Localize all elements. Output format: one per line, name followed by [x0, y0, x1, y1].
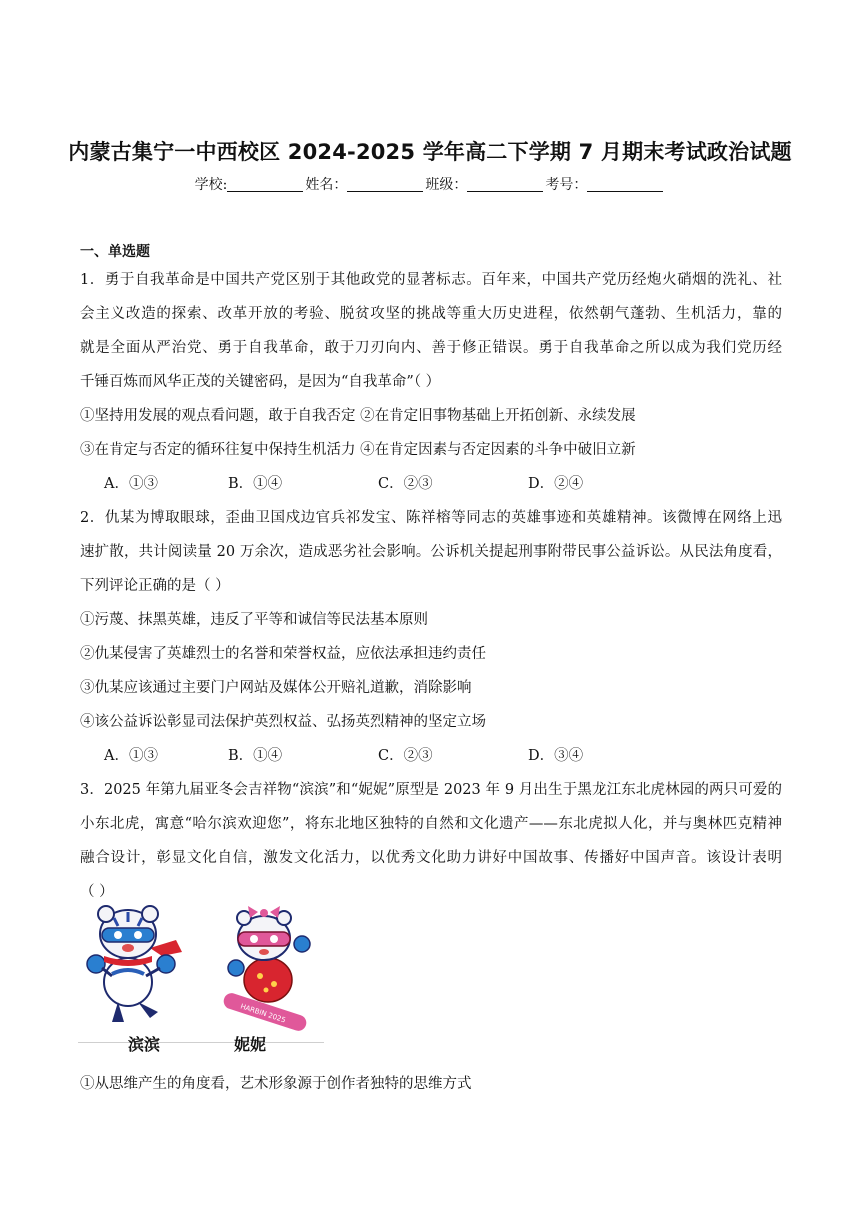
q1-line: 就是全面从严治党、勇于自我革命，敢于刀刃向内、善于修正错误。勇于自我革命之所以成为我们党历经: [80, 340, 782, 356]
q1-statement: ①坚持用发展的观点看问题，敢于自我否定 ②在肯定旧事物基础上开拓创新、永续发展: [80, 408, 636, 424]
binbin-mascot-image: [78, 904, 188, 1030]
q2-statement: ②仇某侵害了英雄烈士的名誉和荣誉权益，应依法承担违约责任: [80, 646, 486, 662]
q3-line: 融合设计，彰显文化自信，激发文化活力，以优秀文化助力讲好中国故事、传播好中国声音。该设计表明: [80, 850, 782, 866]
q2-statement: ③仇某应该通过主要门户网站及媒体公开赔礼道歉，消除影响: [80, 680, 472, 696]
q2-line: 下列评论正确的是（ ）: [80, 578, 230, 594]
name-label: 姓名：: [305, 177, 348, 193]
q2-line: 2．仇某为博取眼球，歪曲卫国戍边官兵祁发宝、陈祥榕等同志的英雄事迹和英雄精神。该微博在网络上迅: [80, 510, 782, 526]
q2-option-a[interactable]: A．①③: [104, 748, 158, 764]
exam-no-label: 考号：: [545, 177, 588, 193]
q1-statement: ③在肯定与否定的循环往复中保持生机活力 ④在肯定因素与否定因素的斗争中破旧立新: [80, 442, 636, 458]
q1-option-d[interactable]: D．②④: [528, 476, 584, 492]
snowboard-text: HARBIN 2025: [239, 1002, 287, 1025]
q1-line: 1．勇于自我革命是中国共产党区别于其他政党的显著标志。百年来，中国共产党历经炮火硝烟的洗礼、社: [80, 272, 782, 288]
binbin-label: 滨滨: [128, 1035, 161, 1054]
name-blank[interactable]: [347, 177, 423, 192]
q2-statement: ①污蔑、抹黑英雄，违反了平等和诚信等民法基本原则: [80, 612, 428, 628]
q1-line: 会主义改造的探索、改革开放的考验、脱贫攻坚的挑战等重大历史进程，依然朝气蓬勃、生机活力，靠的: [80, 306, 782, 322]
q1-option-b[interactable]: B．①④: [228, 476, 283, 492]
q2-option-b[interactable]: B．①④: [228, 748, 283, 764]
q2-option-c[interactable]: C．②③: [378, 748, 433, 764]
nini-label: 妮妮: [234, 1035, 267, 1054]
q2-option-d[interactable]: D．③④: [528, 748, 584, 764]
q3-line: （ ）: [80, 884, 114, 900]
q1-option-c[interactable]: C．②③: [378, 476, 433, 492]
student-info-line: [0, 174, 860, 194]
q1-option-a[interactable]: A．①③: [104, 476, 158, 492]
section-heading: 一、单选题: [80, 244, 150, 260]
exam-no-blank[interactable]: [587, 177, 663, 192]
exam-title: 内蒙古集宁一中西校区 2024-2025 学年高二下学期 7 月期末考试政治试题: [68, 140, 792, 164]
mascot-figure: [78, 904, 326, 1054]
q2-line: 速扩散，共计阅读量 20 万余次，造成恶劣社会影响。公诉机关提起刑事附带民事公益诉讼。从民法角度看，: [80, 544, 782, 560]
q2-statement: ④该公益诉讼彰显司法保护英烈权益、弘扬英烈精神的坚定立场: [80, 714, 486, 730]
q1-line: 千锤百炼而风华正茂的关键密码，是因为“自我革命”（ ）: [80, 374, 441, 390]
class-blank[interactable]: [467, 177, 543, 192]
q3-line: 3．2025 年第九届亚冬会吉祥物“滨滨”和“妮妮”原型是 2023 年 9 月出生于黑龙江东北虎林园的两只可爱的: [80, 782, 782, 798]
school-blank[interactable]: [227, 177, 303, 192]
q3-statement: ①从思维产生的角度看，艺术形象源于创作者独特的思维方式: [80, 1076, 472, 1092]
figure-divider: [78, 1042, 324, 1043]
q3-line: 小东北虎，寓意“哈尔滨欢迎您”，将东北地区独特的自然和文化遗产——东北虎拟人化，并与奥林匹克精神: [80, 816, 782, 832]
school-label: 学校:: [194, 177, 228, 193]
nini-mascot-image: [218, 904, 318, 1040]
class-label: 班级：: [425, 177, 468, 193]
